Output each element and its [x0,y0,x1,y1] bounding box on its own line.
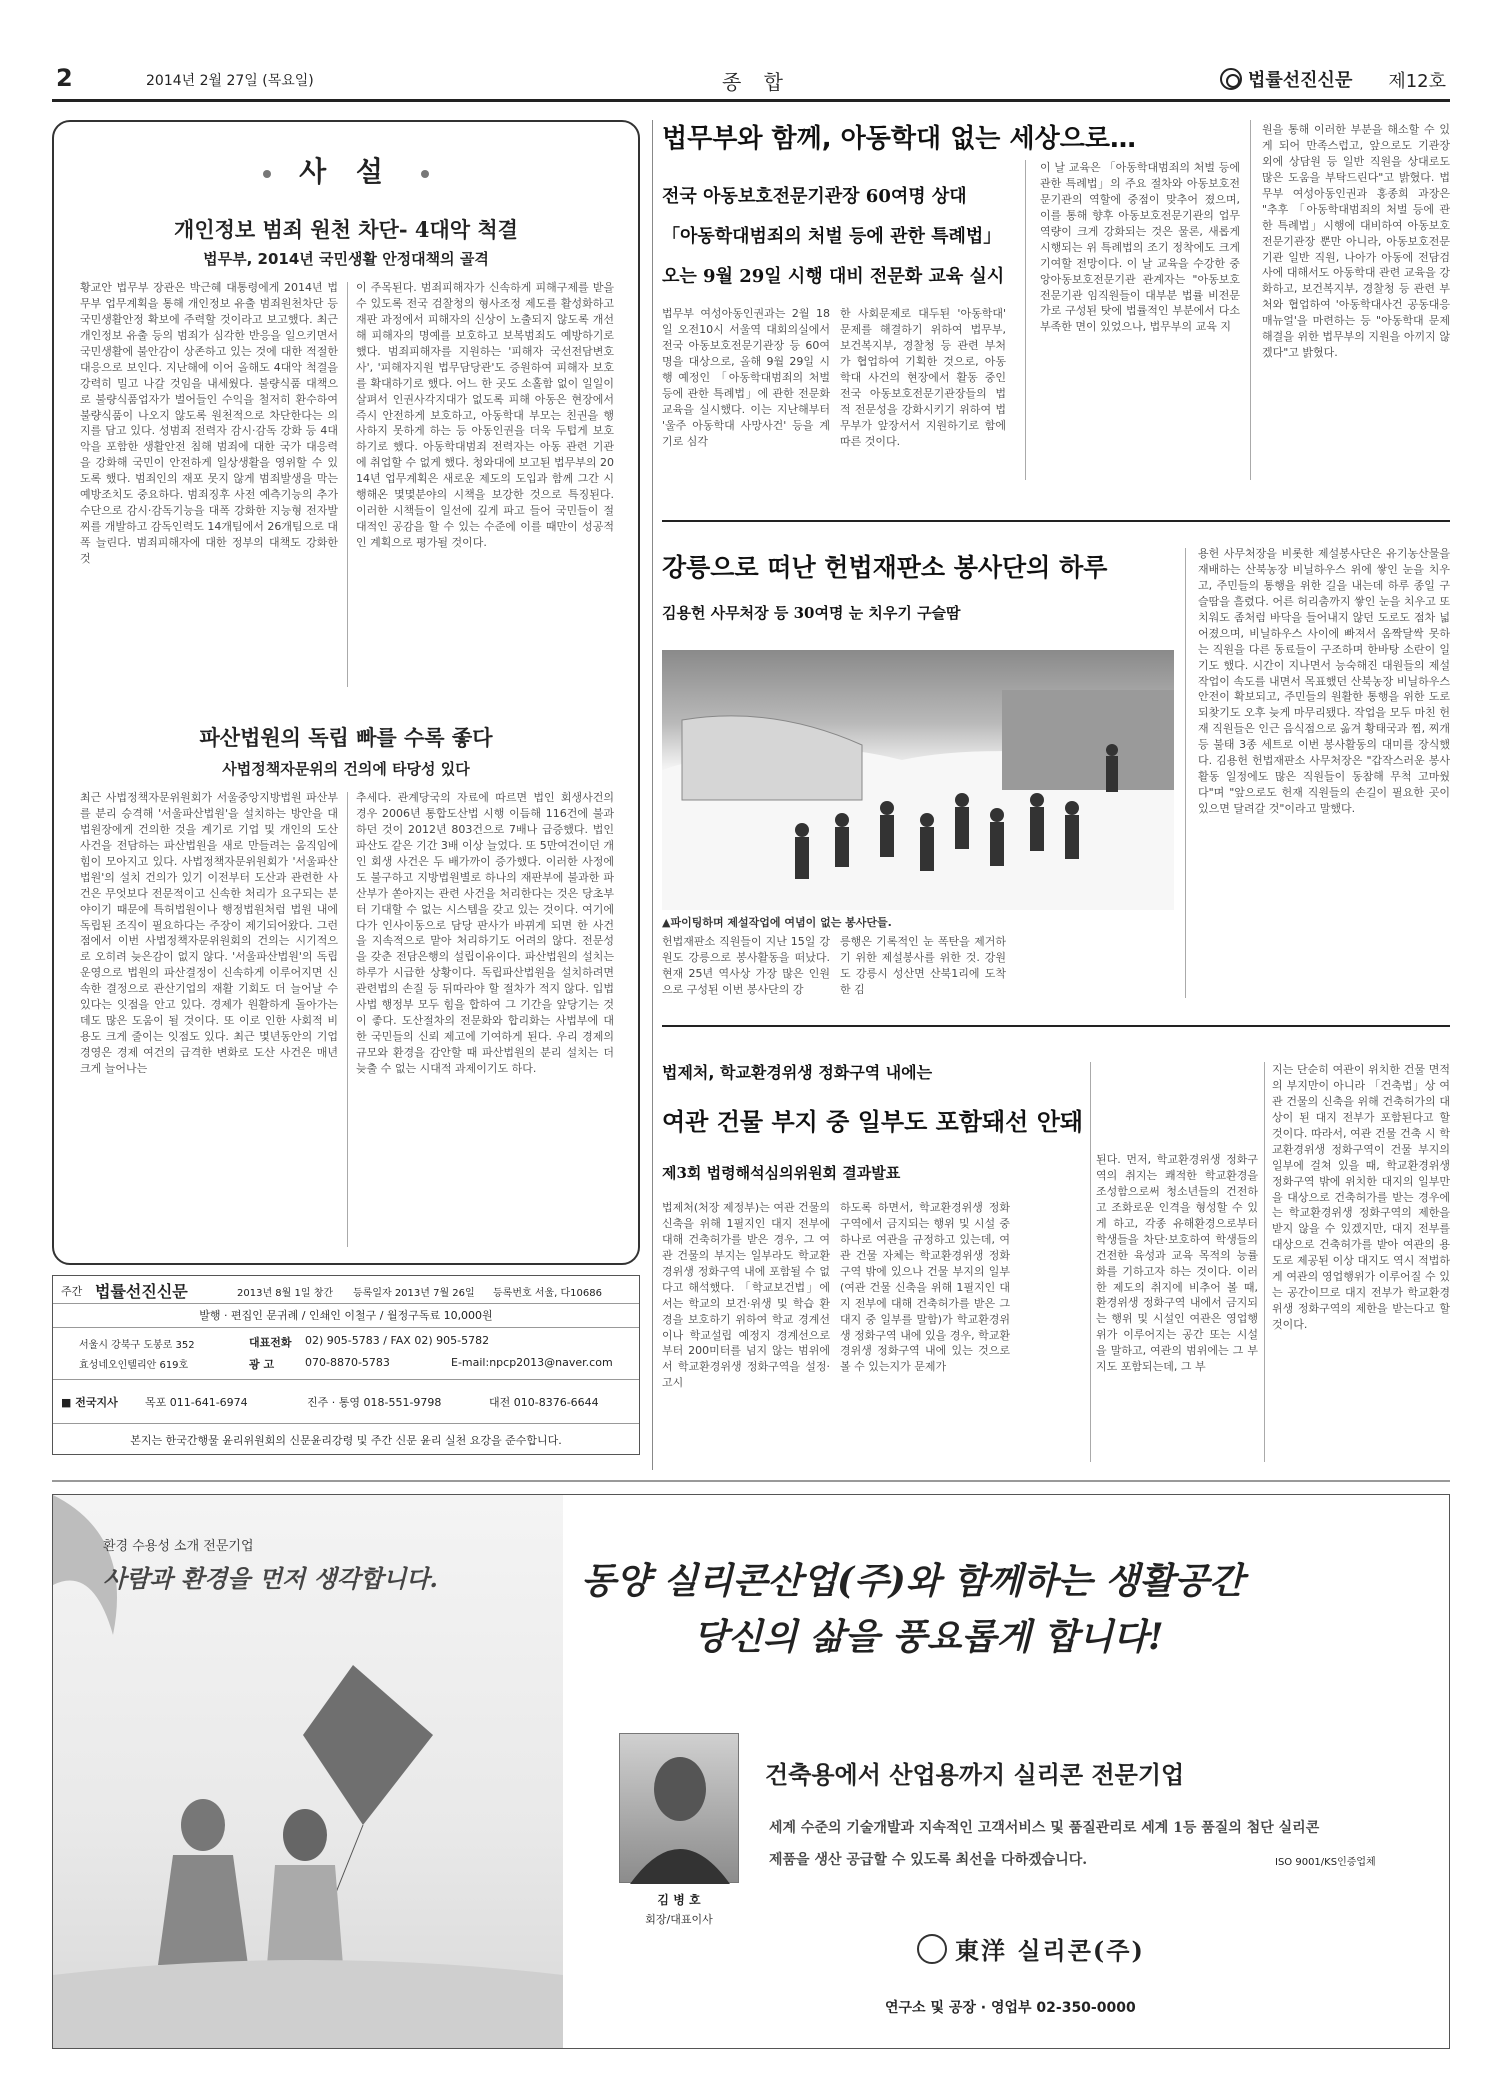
ad-slogan: 사람과 환경을 먼저 생각합니다. [103,1564,438,1593]
section-name: 종 합 [722,70,791,94]
ad-phone-label: 광 고 [249,1358,275,1371]
ad-children-image [53,1495,563,2048]
editorial-2-col2: 추세다. 관계당국의 자료에 따르면 법인 회생사건의 경우 2006년 통합도산법 시행 이듬해 116건에 불과하던 것이 2012년 803건으로 7배나 급증했다. 법인 파산도 같은 기간 3배 이상 늘었다. 또 5만여건이던 개인 회생 사건은 두 배가까이 증가했다. 이러한 사정에도 불구하고 지방법원별로 하나의 재판부에 불과한 파산부가 쏟아지는 관련 사건을 처리한다는 것은 당초부터 기대할 수 없는 시스템을 갖고 있는 것이다. 여기에다가 인사이동으로 담당 판사가 바뀌게 되면 한 사건을 지속적으로 맡아 처리하기도 어려의 않다. 전문성을 갖춘 전담은행의 설립이유이다. 파산법원의 설치는 하루가 시급한 상황이다. 독립파산법원을 설치하려면 관련법의 손질 등 뒤따라야 할 절차가 적지 않다. 입법 사법 행정부 모두 힘을 합하여 그 기간을 앞당기는 것이 좋다. 도산절차의 전문화와 합리화는 사법부에 대한 국민들의 신뢰 제고에 기여하게 된다. 우리 경제의 규모와 환경을 감안할 때 파산법원의 분리 설치는 더 늦출 수 없는 시대적 과제이기도 하다. [356,791,614,1075]
ceo-name: 김 병 호 [657,1893,701,1907]
column-divider [1250,120,1251,480]
masthead-address-1: 서울시 강북구 도봉로 352 [79,1340,195,1351]
logo-text: 법률선진신문 [1248,70,1353,91]
editorial-box [52,120,640,1265]
header-rule [52,99,1450,102]
article-a-col4: 원을 통해 이러한 부분을 해소할 수 있게 되어 만족스럽고, 앞으로도 기관장 외에 상담원 등 일반 직원을 상대로도 많은 도움을 부탁드린다"고 밝혔다. 법무부 여성아동인권과 홍종희 과장은 "추후 「아동학대범죄의 처벌 등에 관한 특례법」시행에 대비하여 아동보호전문기관장 뿐만 아니라, 아동보호전문기관 일반 직원, 나아가 아동에 전담검사에 대해서도 아동학대 관련 교육을 강화하고, 보건복지부, 경찰청 등 관련 부처와 협업하여 '아동학대사건 공동대응 매뉴얼'을 마련하는 등 "아동학대 문제 해결을 위한 법무부의 지원을 아끼지 않겠다"고 밝혔다. [1262,123,1450,360]
editorial-2-subtitle: 사법정책자문위의 건의에 타당성 있다 [222,760,470,778]
article-a-deck-3: 오는 9월 29일 시행 대비 전문화 교육 실시 [662,266,1005,287]
editorial-2-title: 파산법원의 독립 빠를 수록 좋다 [199,725,493,750]
article-b-col3: 용헌 사무처장을 비롯한 제설봉사단은 유기농산물을 재배하는 산북농장 비닐하우스 위에 쌓인 눈을 치우고, 주민들의 통행을 위한 길을 내는데 하루 종일 구슬땀을 흘렸다. 어른 허리춤까지 쌓인 눈을 치우고 또 치워도 좀처럼 바닥을 들어내지 않던 도로도 점차 넓어졌으며, 비닐하우스 사이에 빠져서 옴짝달싹 못하는 직원을 다른 동료들이 구조하며 한바탕 소란이 일기도 했다. 시간이 지나면서 능숙해진 대원들의 제설작업이 속도를 내면서 목표했던 산북농장 비닐하우스 안전이 확보되고, 주민들의 원활한 통행을 위한 도로 되찾기도 오후 늦게 마무리됐다. 작업을 모두 마친 헌재 직원들은 인근 음식점으로 옮겨 황태국과 찜, 찌개 등 불태 3종 세트로 이번 봉사활동의 대미를 장식했다. 김용헌 헌법재판소 사무처장은 "갑작스러운 봉사활동 일정에도 많은 직원들이 동참해 무척 고마웠다"며 "앞으로도 헌재 직원들의 손길이 필요한 곳이 있으면 달려갈 것"이라고 말했다. [1198,547,1450,815]
article-b-deck: 김용헌 사무처장 등 30여명 눈 치우기 구슬땀 [662,604,961,622]
article-a-headline: 법무부와 함께, 아동학대 없는 세상으로… [662,124,1136,154]
article-a-col3: 이 날 교육은 「아동학대범죄의 처벌 등에 관한 특례법」의 주요 절차와 아동보호전문기관의 역할에 중점이 맞추어 졌으며, 이를 통해 향후 아동보호전문기관의 업무 역량이 크게 강화되는 것은 물론, 새롭게 시행되는 위 특례법의 조기 정착에도 크게 기여할 전망이다. 이 날 교육을 수강한 중앙아동보호전문기관 관계자는 "아동보호전문기관 임직원들이 대부분 법률 비전문가로 구성된 탓에 법률적인 부분에서 다소 부족한 면이 있었으나, 법무부의 교육 지 [1040,161,1240,334]
article-b-headline: 강릉으로 떠난 헌법재판소 봉사단의 하루 [662,553,1108,582]
masthead-address-2: 효성네오인텔리안 619호 [79,1360,189,1371]
ethics-notice: 본지는 한국간행물 윤리위원회의 신문윤리강령 및 주간 신문 윤리 실천 요강을 준수합니다. [130,1434,562,1447]
volunteers-photo-illustration [662,650,1174,910]
ad-contact: 연구소 및 공장 · 영업부 02-350-0000 [885,2000,1136,2016]
section-rule [662,1025,1450,1027]
branch-label: ■ 전국지사 [61,1396,118,1409]
branch-jinju: 진주 · 통영 018-551-9798 [307,1396,442,1409]
column-divider [347,282,348,687]
article-c-col4: 지는 단순히 여관이 위치한 건물 면적의 부지만이 아니라 「건축법」상 여관 건물의 신축을 위해 건축허가의 대상이 된 대지 전부가 포함된다고 할 것이다. 따라서, 여관 건물 건축 시 학교환경위생 정화구역이 건물 부지의 일부에 걸쳐 있을 때, 학교환경위생 정화구역 밖에 위치한 대지의 일부만을 대상으로 건축허가를 받는 경우에는 학교환경위생 정화구역의 제한을 받지 않을 수 있겠지만, 대지 전부를 대상으로 건축허가를 받아 여관의 용도로 제공된 이상 대지도 역시 적법하게 여관의 영업행위가 이루어질 수 있는 공간이므로 대지 전부가 학교환경위생 정화구역의 제한을 받는다고 할 것이다. [1272,1063,1450,1331]
issue-date: 2014년 2월 27일 (목요일) [146,73,314,89]
article-a-col2: 한 사회문제로 대두된 '아동학대' 문제를 해결하기 위하여 법무부, 보건복지부, 경찰청 등 관련 부처가 협업하여 기획한 것으로, 아동학대 사건의 현장에서 활동 중인 전국 아동보호전문기관장들의 법적 전문성을 강화시키기 위하여 법무부가 앞장서서 지원하기로 함에 따른 것이다. [840,307,1006,448]
masthead-kind: 주간 [61,1285,83,1298]
ad-phone: 070-8870-5783 [305,1356,390,1369]
phone-label: 대표전화 [249,1336,292,1349]
section-rule [662,520,1450,522]
page-header [52,58,1452,98]
article-a-deck-1: 전국 아동보호전문기관장 60여명 상대 [662,186,967,207]
article-c-kicker: 법제처, 학교환경위생 정화구역 내에는 [662,1063,933,1082]
masthead-box [52,1275,640,1455]
editorial-1-title: 개인정보 범죄 원천 차단- 4대악 척결 [174,217,518,242]
logo-emblem-icon [1220,68,1242,90]
ad-brand-name: 東洋 실리콘(주) [955,1936,1145,1965]
column-divider [347,792,348,1247]
ad-brand-logo [917,1931,1145,1966]
branch-mokpo: 목포 011-641-6974 [145,1396,248,1409]
bullet-icon [263,170,271,178]
article-a-deck-2: 「아동학대범죄의 처벌 등에 관한 특례법」 [662,226,1002,247]
editorial-2-col1: 최근 사법정책자문위원회가 서울중앙지방법원 파산부를 분리 승격해 '서울파산법원'을 설치하는 방안을 대법원장에게 건의한 것을 계기로 기업 및 개인의 도산 사건을 전담하는 파산법원을 새로 만들려는 움직임에 힘이 모아지고 있다. 사법정책자문위원회가 '서울파산법원'의 설치 건의가 있기 이전부터 도산과 관련한 사건은 무엇보다 전문적이고 신속한 처리가 요구되는 분야이기 때문에 특허법원이나 행정법원처럼 법원 내에 독립된 조직이 필요하다는 주장이 제기되어왔다. 그런점에서 이번 사법정책자문위원회의 건의는 시기적으로 오히려 늦은감이 없지 않다. '서울파산법원'의 독립운영으로 법원의 파산결정이 신속하게 이루어지면 신속한 결정으로 관산기업의 재활 기회도 더 늘어날 수 있다는 잇점을 안고 있다. 경제가 원활하게 돌아가는데도 많은 도움이 될 것이다. 또 이로 인한 사회적 비용도 크게 줄이는 잇점도 있다. 최근 몇년동안의 기업경영은 경제 여건의 급격한 변화로 도산 사건은 매년 크게 늘어나는 [80,791,338,1075]
newspaper-logo [1220,66,1352,92]
ceo-portrait [619,1733,739,1883]
ad-badge: 환경 수용성 소개 전문기업 [103,1539,254,1554]
page-column-divider [652,120,653,1470]
editorial-1-subtitle: 법무부, 2014년 국민생활 안정대책의 골격 [203,250,489,268]
article-c-col3: 된다. 먼저, 학교환경위생 정화구역의 취지는 쾌적한 학교환경을 조성함으로써 청소년들의 건전하고 조화로운 인격을 형성할 수 있게 하고, 각종 유해환경으로부터 학생들을 차단·보호하여 학생들의 건전한 육성과 교육 목적의 능률화를 기하고자 하는 것이다. 이러한 제도의 취지에 비추어 볼 때, 환경위생 정화구역 내에서 금지되는 행위 및 시설인 여관은 영업행위가 이루어지는 공간 또는 시설을 말하고, 여관의 범위에는 그 부지도 포함되는데, 그 부 [1096,1153,1258,1374]
volunteers-photo [662,650,1174,910]
masthead-name: 법률선진신문 [95,1282,188,1301]
article-c-deck: 제3회 법령해석심의위원회 결과발표 [662,1164,901,1182]
column-divider [1185,548,1186,998]
email-link[interactable]: E-mail:npcp2013@naver.com [451,1356,613,1369]
article-c-headline: 여관 건물 부지 중 일부도 포함돼선 안돼 [662,1108,1084,1136]
ad-description-2: 제품을 생산 공급할 수 있도록 최선을 다하겠습니다. [769,1852,1088,1868]
ad-headline-1: 동양 실리콘산업(주)와 함께하는 생활공간 [581,1560,1244,1602]
branch-daejeon: 대전 010-8376-6644 [489,1396,599,1409]
column-divider [1025,160,1026,480]
masthead-registered: 등록일자 2013년 7월 26일 [353,1288,475,1299]
article-c-col2: 하도록 하면서, 학교환경위생 정화구역에서 금지되는 행위 및 시설 중 하나로 여관을 규정하고 있는데, 여관 건물 자체는 학교환경위생 정화구역 밖에 있으나 건물 부지의 일부(여관 건물 신축을 위해 1필지인 대지 전부에 대해 건축허가를 받은 그 대지 중 일부를 말함)가 학교환경위생 정화구역 내에 있을 경우, 학교환경위생 정화구역 내에 있는 것으로 볼 수 있는지가 문제가 [840,1201,1010,1374]
masthead-reg-no: 등록번호 서울, 다10686 [493,1288,602,1299]
masthead-staff: 발행 · 편집인 문귀례 / 인쇄인 이철구 / 월정구독료 10,000원 [199,1309,493,1322]
masthead-founded: 2013년 8월 1일 창간 [237,1288,334,1299]
ad-tagline: 건축용에서 산업용까지 실리콘 전문기업 [765,1760,1185,1789]
article-b-col1: 헌법재판소 직원들이 지난 15일 강원도 강릉으로 봉사활동을 떠났다. 현재 25년 역사상 가장 많은 인원으로 구성된 이번 봉사단의 강 [662,935,830,996]
ad-certification: ISO 9001/KS인증업체 [1275,1857,1376,1868]
article-a-col1: 법무부 여성아동인권과는 2월 18일 오전10시 서울역 대회의실에서 전국 아동보호전문기관장 등 60여명을 대상으로, 올해 9월 29일 시행 예정인 「아동학대범죄의 처벌 등에 관한 특례법」에 관한 전문화 교육을 실시했다. 이는 지난해부터 '울주 아동학대 사망사건' 등을 계기로 심각 [662,307,830,448]
brand-emblem-icon [917,1934,947,1964]
ad-description-1: 세계 수준의 기술개발과 지속적인 고객서비스 및 품질관리로 세계 1등 품질의 첨단 실리콘 [769,1820,1320,1836]
editorial-label: 사 설 [54,150,638,190]
column-divider [1090,1062,1091,1462]
phone-number: 02) 905-5783 / FAX 02) 905-5782 [305,1334,490,1347]
photo-caption: ▲파이팅하며 제설작업에 여념이 없는 봉사단들. [662,916,892,929]
ceo-title: 회장/대표이사 [645,1913,713,1926]
page-number: 2 [56,64,73,92]
editorial-1-col2: 이 주목된다. 범죄피해자가 신속하게 피해구제를 받을 수 있도록 전국 검찰청의 형사조정 제도를 활성화하고 재판 과정에서 피해자의 신상이 노출되지 않도록 개선해 피해자의 명예를 보호하고 보복범죄도 예방하기로 했다. 범죄피해자를 지원하는 '피해자 국선전담변호사', '피해자지원 법무담당관'도 증원하여 피해자 보호를 확대하기로 했다. 어느 한 곳도 소홀함 없이 일일이 살펴서 인권사각지대가 없도록 피해 아동은 현장에서 즉시 안전하게 보호하고, 아동학대 부모는 친권을 행사하지 못하게 하는 등 아동인권을 더욱 두텁게 보호하기로 했다. 아동학대범죄 전력자는 아동 관련 기관에 취업할 수 없게 했다. 청와대에 보고된 법무부의 2014년 업무계획은 새로운 제도의 도입과 함께 그간 시행해온 몇몇분야의 시책을 보강한 것으로 특징된다. 이러한 시책들이 일선에 깊게 파고 들어 국민들이 절대적인 공감을 할 수 있는 수준에 이를 때만이 성공적인 계획으로 평가될 것이다. [356,281,614,549]
column-divider [1264,1062,1265,1462]
ad-headline-2: 당신의 삶을 풍요롭게 합니다! [693,1616,1164,1658]
article-c-col1: 법제처(처장 제정부)는 여관 건물의 신축을 위해 1필지인 대지 전부에 대해 건축허가를 받은 경우, 그 여관 건물의 부지는 일부라도 학교환경위생 정화구역 내에 포함될 수 없다고 해석했다. 「학교보건법」에서는 학교의 보건·위생 및 학습 환경을 보호하기 위하여 학교 경계선이나 학교설립 예정지 경계선으로부터 200미터를 넘지 않는 범위에서 학교환경위생 정화구역을 설정·고시 [662,1201,830,1390]
ad-top-rule [52,1480,1450,1482]
issue-number: 제12호 [1388,71,1446,92]
article-b-col2: 릉행은 기록적인 눈 폭탄을 제거하기 위한 제설봉사를 위한 것. 강원도 강릉시 성산면 산북1리에 도착한 김 [840,935,1006,996]
advertisement [52,1494,1450,2049]
bullet-icon [421,170,429,178]
editorial-1-col1: 황교안 법무부 장관은 박근혜 대통령에게 2014년 법무부 업무계획을 통해 개인정보 유출 범죄원천차단 등 국민생활안정 확보에 주력할 것이라고 보고했다. 최근 개인정보 유출 등의 범죄가 심각한 반응을 일으키면서 국민생활에 불안감이 상존하고 있는 것에 대한 적절한 대응으로 보인다. 지난해에 이어 올해도 4대악 척결을 강력히 밀고 나갈 것임을 내세웠다. 불량식품 대책으로 불량식품업자가 벌어들인 수익을 철저히 환수하여 불량식품이 나오지 않도록 원천적으로 차단한다는 의지를 담고 있다. 성범죄 전력자 감시·감독 강화 등 4대악을 포함한 생활안전 침해 범죄에 대한 국가 대응력을 강화해 국민이 안전하게 일상생활을 영위할 수 있도록 했다. 범죄인의 재포 못지 않게 범죄발생을 막는 예방조치도 중요하다. 범죄징후 사전 예측기능의 추가수단으로 감시·감독기능을 대폭 강화한 지능형 전자발찌를 개발하고 감독인력도 14개팀에서 26개팀으로 대폭 늘린다. 범죄피해자에 대한 정부의 대책도 강화한 것 [80,281,338,565]
